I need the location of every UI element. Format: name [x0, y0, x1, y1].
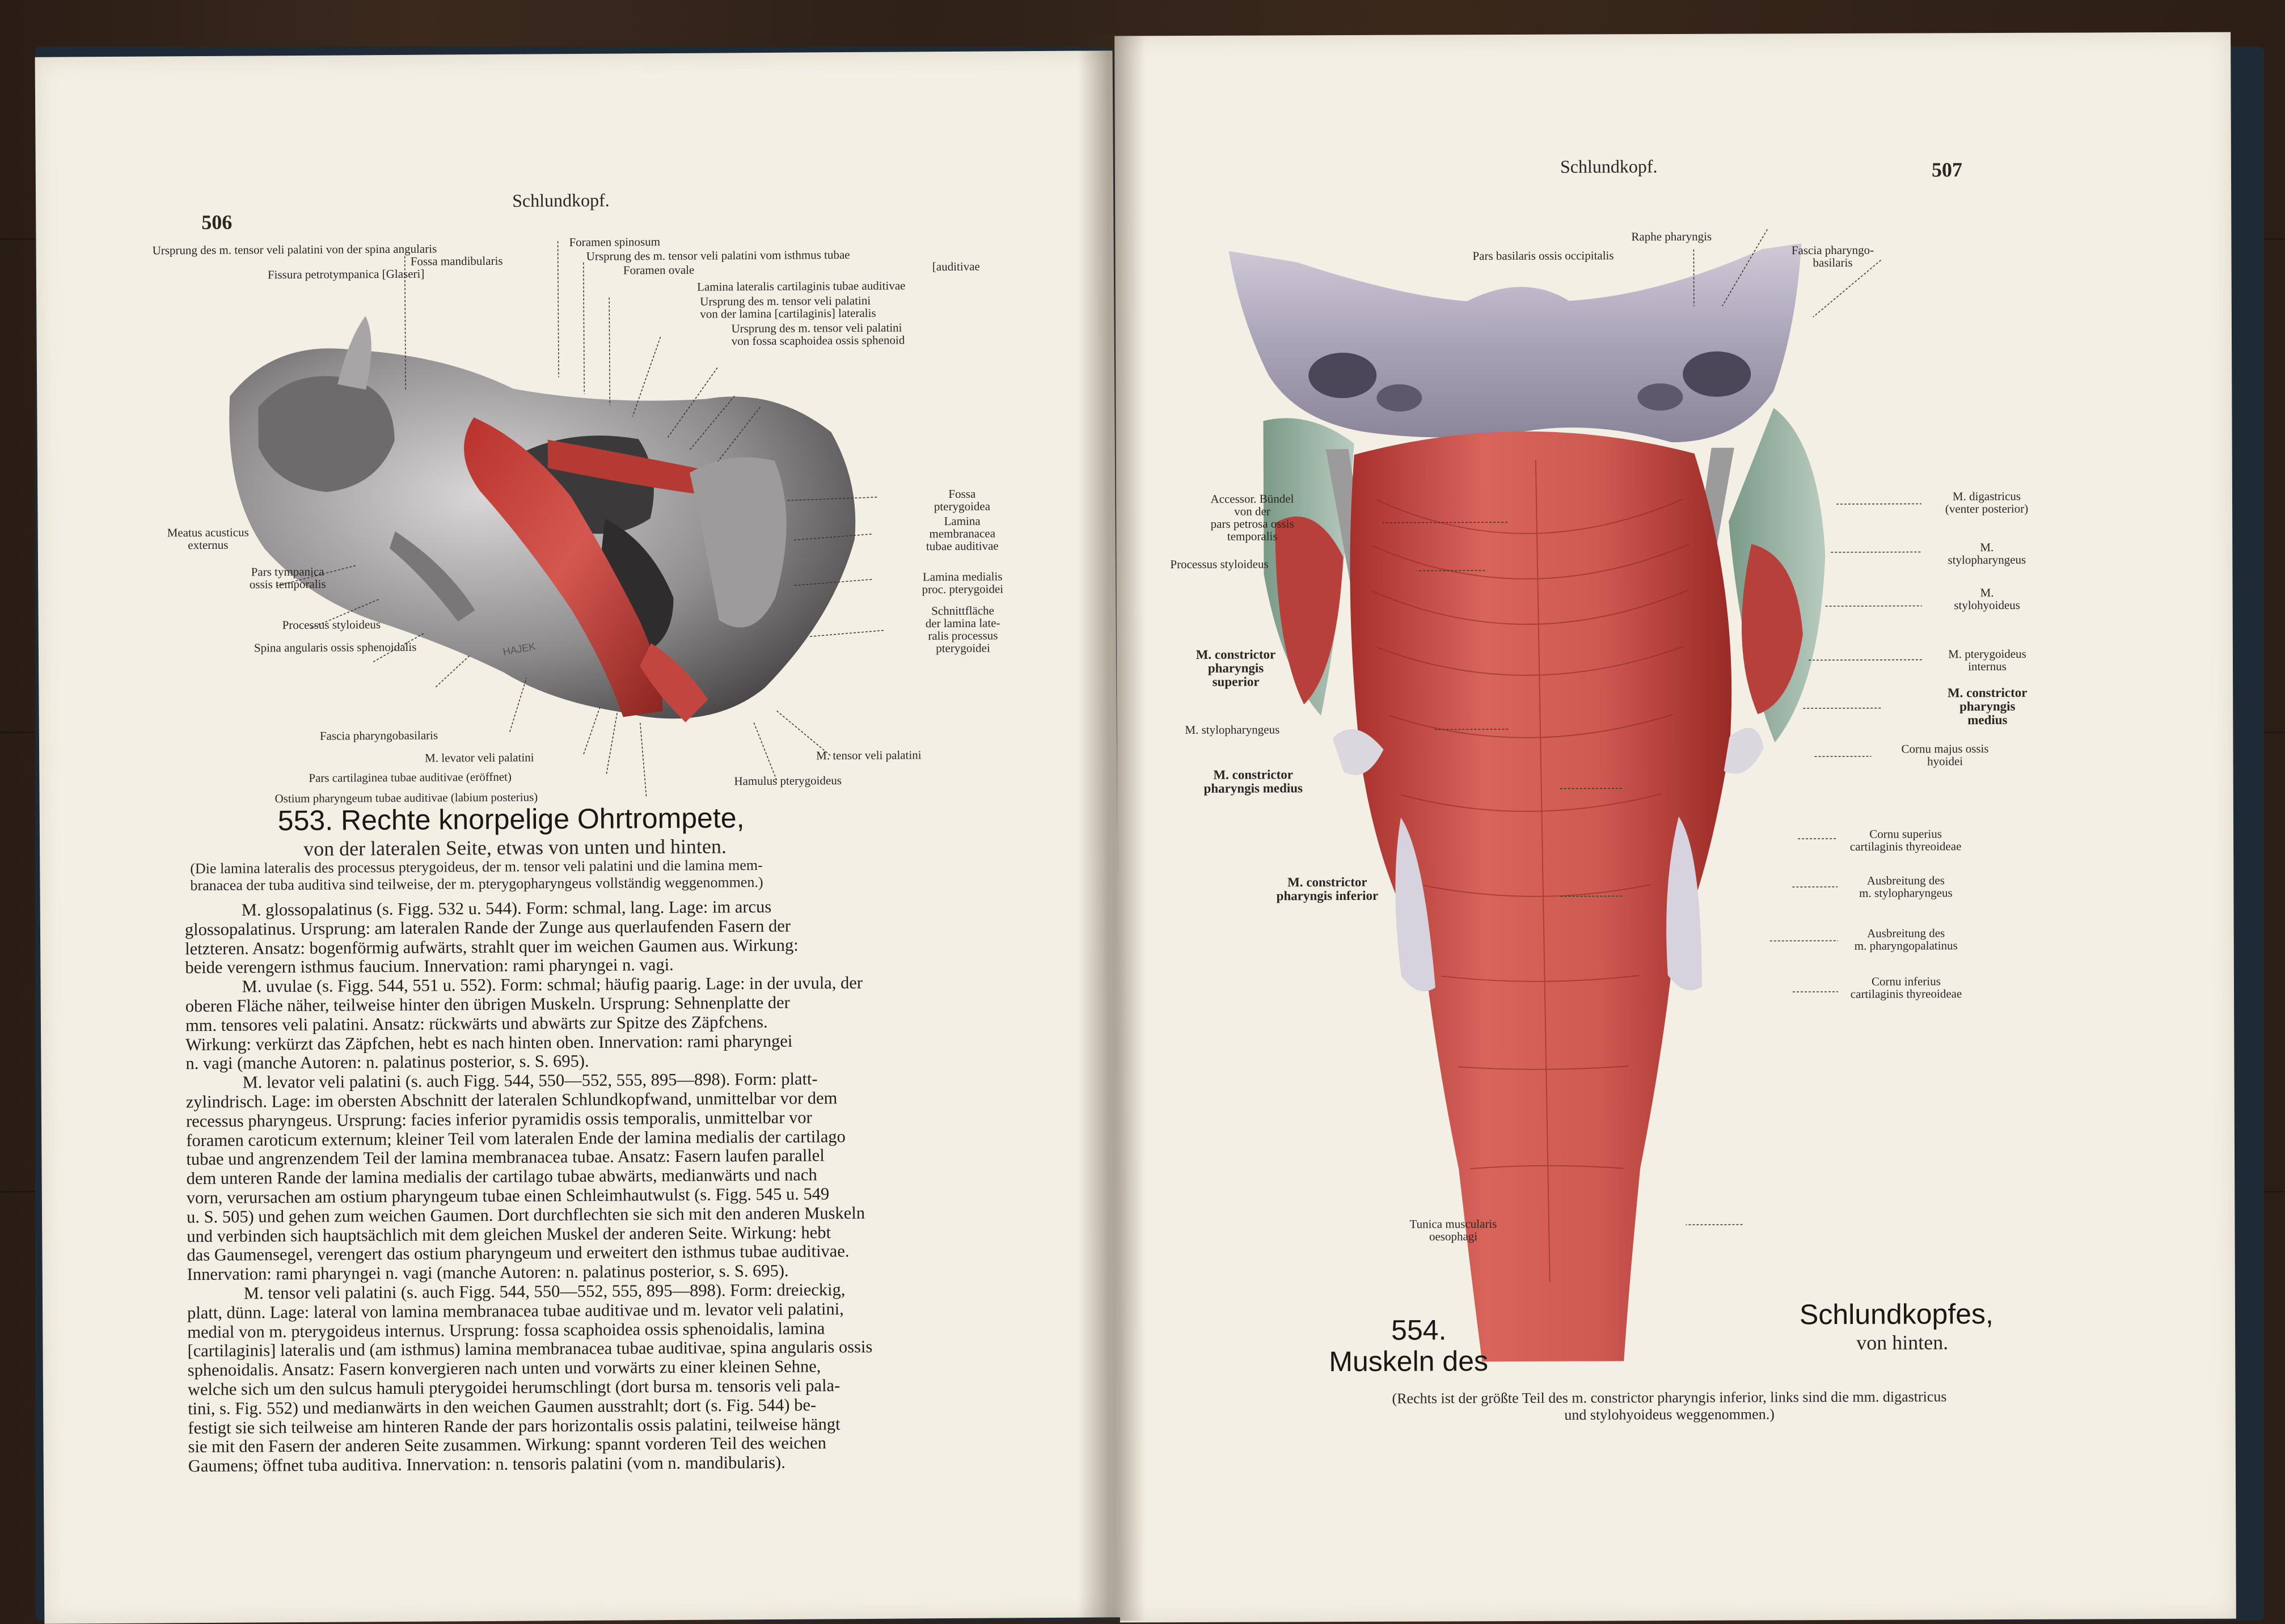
label-pars-basilaris: Pars basilaris ossis occipitalis [1472, 248, 1614, 263]
label-m-stylopharyngeus-1: M. [1916, 540, 2058, 555]
label-ursprung-spina: Ursprung des m. tensor veli palatini von der spina angularis [153, 242, 437, 257]
figure-553-caption: (Die lamina lateralis des processus pterygoideus, der m. tensor veli palatini und die lamina mem- branacea der tuba auditiva sind teilweise, der m. pterygopharyngeus vollständig weggenommen.) [190, 856, 967, 894]
label-lamina-lateralis: Lamina lateralis cartilaginis tubae auditivae [697, 278, 905, 293]
body-line: M. glossopalatinus (s. Figg. 532 u. 544). Form: schmal, lang. Lage: im arcus [185, 896, 970, 920]
label-m-stylohyoideus-2: stylohyoideus [1916, 598, 2058, 612]
label-processus-styloideus: Processus styloideus [1170, 557, 1268, 572]
running-head: Schlundkopf. [512, 190, 610, 212]
page-number: 506 [201, 210, 232, 234]
label-ausbreitung-palat-1: Ausbreitung des [1821, 926, 1991, 940]
body-line: u. S. 505) und gehen zum weichen Gaumen. Dort durchflechten sie sich mit den anderen Muskeln [187, 1203, 972, 1227]
body-line: glossopalatinus. Ursprung: am lateralen Rande der Zunge aus querlaufenden Fasern der [185, 916, 970, 940]
body-line: M. levator veli palatini (s. auch Figg. 544, 550—552, 555, 895—898). Form: platt- [186, 1069, 972, 1093]
label-ursprung-lamina-1: Ursprung des m. tensor veli palatini [700, 294, 871, 308]
figure-553-subtitle: von der lateralen Seite, etwas von unten und hinten. [303, 834, 727, 861]
figure-554-title-right: Schlundkopfes, [1800, 1297, 1993, 1331]
label-pars-tympanica-2: ossis temporalis [231, 577, 344, 591]
body-line: und verbinden sich hauptsächlich mit dem gleichen Muskel der anderen Seite. Wirkung: hebt [187, 1222, 972, 1246]
body-line: Gaumens; öffnet tuba auditiva. Innervation: n. tensoris palatini (vom n. mandibularis). [188, 1452, 974, 1476]
label-ausbreitung-stylo-2: m. stylopharyngeus [1821, 886, 1991, 900]
label-cornu-superius-2: cartilaginis thyreoideae [1821, 839, 1991, 853]
figure-554-leader-lines [1114, 32, 2236, 1454]
body-line: letzteren. Ansatz: bogenförmig aufwärts, strahlt quer im weichen Gaumen aus. Wirkung: [185, 934, 970, 958]
body-line: sphenoidalis. Ansatz: Fasern konvergieren nach unten und vorwärts zu einer kleinen Sehne, [188, 1356, 973, 1380]
label-cornu-superius-1: Cornu superius [1821, 827, 1991, 841]
label-fascia-pharyngobasilaris: Fascia pharyngobasilaris [320, 729, 438, 743]
label-fossa-mandibularis: Fossa mandibularis [411, 254, 503, 268]
label-pterygoideus-1: M. pterygoideus [1916, 647, 2058, 661]
body-line: medial von m. pterygoideus internus. Ursprung: fossa scaphoidea ossis sphenoidalis, lamina [187, 1318, 973, 1342]
body-line: dem unteren Rande der lamina medialis der cartilago tubae abwärts, medianwärts und nach [187, 1165, 972, 1189]
body-line: oberen Fläche näher, teilweise hinter den übrigen Muskeln. Ursprung: Sehnenplatte der [185, 992, 971, 1016]
right-page [1114, 32, 2236, 1623]
figure-554-subtitle: von hinten. [1856, 1330, 1948, 1355]
label-meatus-2: externus [151, 538, 265, 552]
label-m-stylopharyngeus-2: stylopharyngeus [1916, 553, 2058, 567]
running-head: Schlundkopf. [1560, 156, 1658, 177]
label-der-lamina-late: der lamina late- [915, 616, 1011, 630]
label-ostium-pharyngeum: Ostium pharyngeum tubae auditivae (labium posterius) [274, 790, 538, 805]
label-pterygoidei: pterygoidei [915, 641, 1011, 655]
body-line: tini, s. Fig. 552) und medianwärts in den weichen Gaumen ausstrahlt; dort (s. Fig. 544) be- [188, 1394, 973, 1418]
label-fissura-petrotympanica: Fissura petrotympanica [Glaseri] [268, 267, 425, 282]
body-line: zylindrisch. Lage: im obersten Abschnitt der lateralen Schlundkopfwand, unmittelbar vor dem [186, 1088, 972, 1112]
body-line: M. tensor veli palatini (s. auch Figg. 544, 550—552, 555, 895—898). Form: dreieckig, [187, 1280, 973, 1304]
page-number: 507 [1932, 158, 1962, 181]
label-ursprung-isthmus: Ursprung des m. tensor veli palatini vom isthmus tubae [586, 248, 850, 263]
body-line: Wirkung: verkürzt das Zäpfchen, hebt es nach hinten oben. Innervation: rami pharyngei [185, 1030, 971, 1054]
label-accessor-4: temporalis [1184, 529, 1320, 543]
label-constrictor-sup-1: M. constrictor [1173, 648, 1298, 662]
label-pars-cartilaginea: Pars cartilaginea tubae auditivae (eröffnet) [309, 770, 512, 785]
label-processus-styloideus: Processus styloideus [282, 618, 381, 632]
label-foramen-ovale: Foramen ovale [623, 263, 695, 277]
label-stylopharyngeus-left: M. stylopharyngeus [1185, 722, 1279, 737]
label-ursprung-fossa-2: von fossa scaphoidea ossis sphenoid [732, 333, 905, 348]
label-basilaris: basilaris [1767, 256, 1898, 270]
label-ursprung-lamina-2: von der lamina [cartilaginis] lateralis [700, 306, 876, 321]
label-cornu-majus-2: hyoidei [1872, 754, 2019, 768]
label-lamina-medialis: Lamina medialis [914, 569, 1011, 583]
label-constrictor-inf-2: pharyngis inferior [1248, 889, 1407, 903]
label-raphe-pharyngis: Raphe pharyngis [1631, 230, 1712, 243]
label-digastricus-2: (venter posterior) [1916, 502, 2058, 516]
body-line: mm. tensores veli palatini. Ansatz: rückwärts und abwärts zur Spitze des Zäpfchens. [185, 1012, 971, 1035]
label-ausbreitung-stylo-1: Ausbreitung des [1821, 873, 1991, 887]
label-tunica-1: Tunica muscularis [1385, 1217, 1521, 1231]
body-line: recessus pharyngeus. Ursprung: facies inferior pyramidis ossis temporalis, unmittelbar vor [186, 1107, 972, 1131]
label-foramen-spinosum: Foramen spinosum [569, 235, 661, 249]
label-constrictor-sup-2: pharyngis [1173, 661, 1298, 675]
label-constrictor-medius-r2: pharyngis [1911, 700, 2064, 714]
label-hamulus-pterygoideus: Hamulus pterygoideus [734, 773, 842, 788]
label-tunica-2: oesophagi [1385, 1229, 1521, 1244]
label-m-stylohyoideus-1: M. [1916, 586, 2058, 600]
label-meatus-1: Meatus acusticus [151, 525, 265, 539]
label-cornu-inferius-2: cartilaginis thyreoideae [1821, 987, 1991, 1001]
label-ausbreitung-palat-2: m. pharyngopalatinus [1821, 938, 1991, 953]
label-schnittflaeche: Schnittfläche [914, 603, 1011, 618]
body-line: sie mit den Fasern der anderen Seite zusammen. Wirkung: spannt vorderen Teil des weichen [188, 1433, 973, 1457]
label-proc-pterygoidei: proc. pterygoidei [914, 582, 1011, 596]
label-spina-angularis: Spina angularis ossis sphenoidalis [254, 640, 417, 655]
body-line: vorn, verursachen am ostium pharyngeum tubae einen Schleimhautwulst (s. Figg. 545 u. 549 [187, 1184, 972, 1208]
label-accessor-1: Accessor. Bündel [1184, 492, 1320, 506]
book-gutter [1078, 34, 1146, 1621]
figure-553-leader-lines [35, 50, 1118, 851]
body-line: foramen caroticum externum; kleiner Teil vom lateralen Ende der lamina medialis der cartilago [186, 1126, 972, 1150]
body-line: beide verengern isthmus faucium. Innervation: rami pharyngei n. vagi. [185, 954, 970, 978]
left-page [35, 50, 1122, 1624]
body-line: M. uvulae (s. Figg. 544, 551 u. 552). Form: schmal; häufig paarig. Lage: in der uvula, der [185, 973, 971, 997]
label-constrictor-medius-r3: medius [1911, 713, 2064, 728]
body-line: Innervation: rami pharyngei n. vagi (manche Autoren: n. palatinus posterior, s. S. 695). [187, 1261, 973, 1284]
label-cornu-inferius-1: Cornu inferius [1821, 974, 1991, 988]
body-line: n. vagi (manche Autoren: n. palatinus posterior, s. S. 695). [185, 1050, 971, 1073]
body-line: welche sich um den sulcus hamuli pterygoidei herumschlingt (dort bursa m. tensoris veli pala- [188, 1376, 973, 1399]
body-line: [cartilaginis] lateralis und (am isthmus) lamina membranacea tubae auditivae, spina angularis ossis [187, 1337, 973, 1361]
figure-553-title: 553. Rechte knorpelige Ohrtrompete, [278, 801, 745, 837]
label-constrictor-medius-r1: M. constrictor [1911, 686, 2064, 700]
label-lamina: Lamina [923, 514, 1002, 528]
label-levator-veli-palatini: M. levator veli palatini [425, 750, 534, 764]
figure-554-title-left: Muskeln des [1329, 1344, 1488, 1378]
label-constrictor-sup-3: superior [1173, 675, 1298, 689]
label-accessor-3: pars petrosa ossis [1184, 517, 1320, 531]
label-pterygoidea: pterygoidea [922, 499, 1002, 513]
label-fascia-pharyngo: Fascia pharyngo- [1767, 243, 1898, 257]
body-line: tubae und angrenzendem Teil der lamina membranacea tubae. Ansatz: Fasern laufen parallel [186, 1145, 972, 1169]
label-ursprung-fossa-1: Ursprung des m. tensor veli palatini [731, 320, 902, 335]
label-constrictor-med-2: pharyngis medius [1174, 781, 1333, 796]
label-constrictor-inf-1: M. constrictor [1248, 876, 1407, 890]
body-text [185, 896, 974, 1476]
label-tubae-auditivae: tubae auditivae [914, 539, 1011, 553]
label-digastricus-1: M. digastricus [1916, 489, 2058, 504]
label-fossa: Fossa [922, 487, 1002, 501]
label-cornu-majus-1: Cornu majus ossis [1871, 742, 2018, 756]
body-line: platt, dünn. Lage: lateral von lamina membranacea tubae auditivae und m. levator veli palatini, [187, 1299, 973, 1323]
label-constrictor-med-1: M. constrictor [1174, 768, 1333, 782]
body-line: festigt sie sich teilweise am hinteren Rande der pars horizontalis ossis palatini, teilweise hängt [188, 1414, 973, 1437]
label-ralis-processus: ralis processus [915, 628, 1011, 642]
body-line: das Gaumensegel, verengert das ostium pharyngeum und erweitert den isthmus tubae auditivae. [187, 1241, 972, 1265]
figure-554-caption: (Rechts ist der größte Teil des m. constrictor pharyngis inferior, links sind die mm. digastricus und stylohyoideus weggenommen.) [1266, 1388, 2072, 1425]
label-pterygoideus-2: internus [1916, 659, 2058, 674]
figure-554-number: 554. [1391, 1313, 1447, 1346]
label-tensor-veli-palatini: M. tensor veli palatini [816, 748, 922, 762]
label-accessor-2: von der [1184, 504, 1320, 518]
label-pars-tympanica-1: Pars tympanica [231, 565, 344, 579]
label-auditivae: [auditivae [932, 260, 980, 274]
label-membranacea: membranacea [923, 526, 1002, 540]
artist-signature: HAJEK [502, 641, 537, 658]
